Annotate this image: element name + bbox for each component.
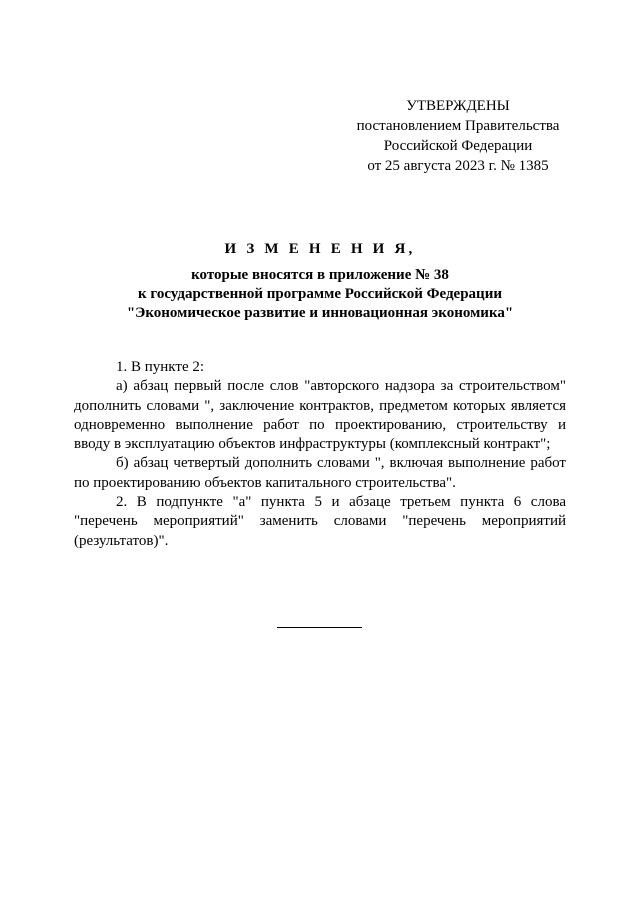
heading-subline: которые вносятся в приложение № 38 — [191, 267, 449, 283]
approval-line: постановлением Правительства — [356, 118, 560, 134]
heading-subline: к государственной программе Российской Федерации — [138, 286, 502, 302]
body-paragraph: а) абзац первый после слов "авторского надзора за строительством" дополнить словами ", заключение контрактов, предметом которых является одновременно выполнение работ по проектированию, строительству и вводу в эксплуатацию объектов инфраструктуры (комплексный контракт"; — [74, 378, 566, 453]
heading-title: И З М Е Н Е Н И Я, — [224, 241, 416, 257]
heading-subline: "Экономическое развитие и инновационная экономика" — [126, 305, 514, 321]
end-divider-line — [277, 627, 362, 628]
approval-title: УТВЕРЖДЕНЫ — [406, 98, 510, 114]
body-paragraph: б) абзац четвертый дополнить словами ", включая выполнение работ по проектированию объектов капитального строительства". — [74, 455, 566, 491]
approval-block — [340, 96, 576, 176]
document-heading — [74, 240, 566, 323]
approval-line: от 25 августа 2023 г. № 1385 — [367, 158, 549, 174]
body-paragraph: 1. В пункте 2: — [116, 359, 205, 375]
document-body — [74, 358, 566, 551]
body-paragraph: 2. В подпункте "а" пункта 5 и абзаце третьем пункта 6 слова "перечень мероприятий" заменить словами "перечень мероприятий (результатов)". — [74, 494, 566, 549]
approval-line: Российской Федерации — [383, 138, 533, 154]
